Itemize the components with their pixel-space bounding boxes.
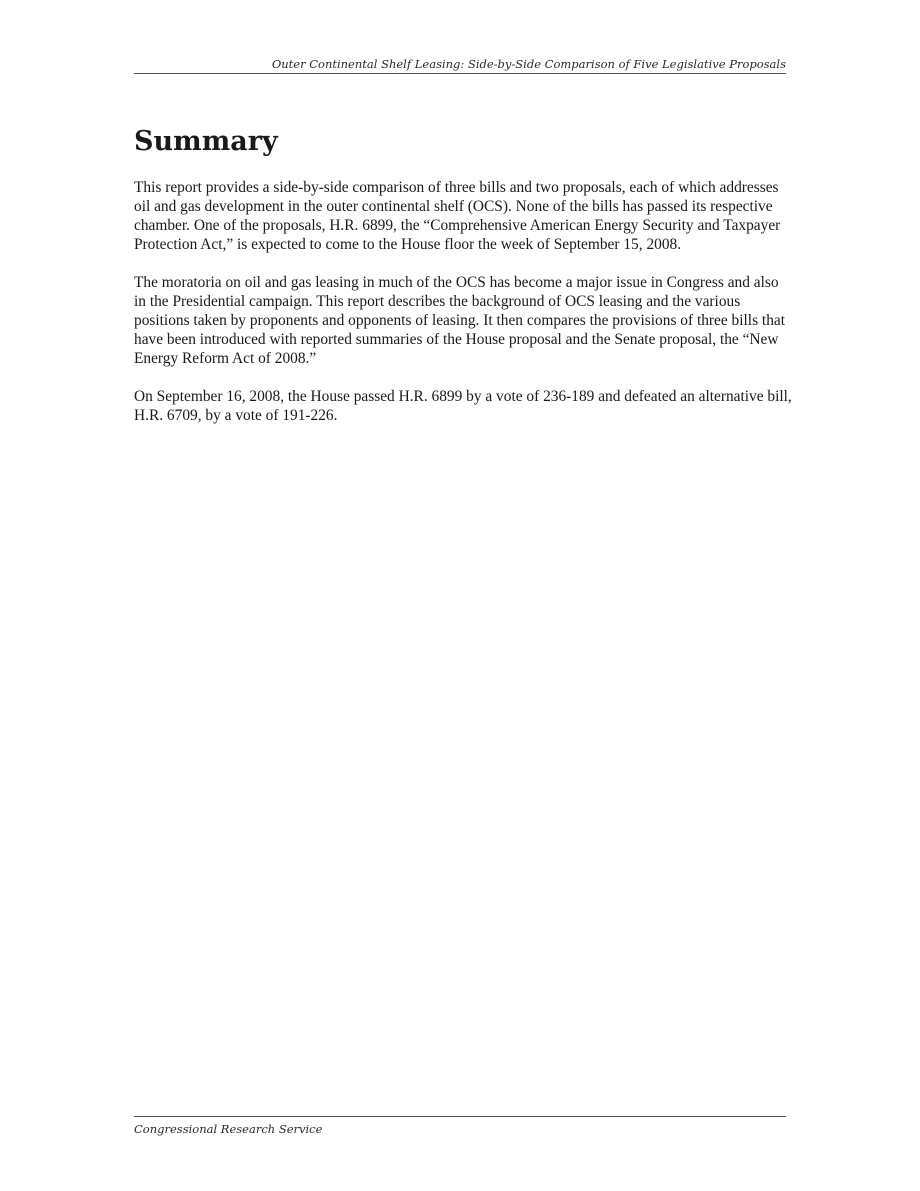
- footer-rule: [134, 1116, 786, 1117]
- summary-paragraph: This report provides a side-by-side comparison of three bills and two proposals, each of which addresses oil and gas development in the outer continental shelf (OCS). None of the bills has passed its respective chamber. One of the proposals, H.R. 6899, the “Comprehensive American Energy Security and Taxpayer Protection Act,” is expected to come to the House floor the week of September 15, 2008.: [134, 179, 781, 253]
- summary-paragraph: On September 16, 2008, the House passed H.R. 6899 by a vote of 236-189 and defeated an alternative bill, H.R. 6709, by a vote of 191-226.: [134, 388, 792, 424]
- section-title: Summary: [134, 126, 278, 157]
- running-header: Outer Continental Shelf Leasing: Side-by-Side Comparison of Five Legislative Proposals: [271, 57, 786, 71]
- header-rule: [134, 73, 786, 74]
- summary-body: [134, 178, 794, 444]
- summary-paragraph: The moratoria on oil and gas leasing in much of the OCS has become a major issue in Congress and also in the Presidential campaign. This report describes the background of OCS leasing and the various positions taken by proponents and opponents of leasing. It then compares the provisions of three bills that have been introduced with reported summaries of the House proposal and the Senate proposal, the “New Energy Reform Act of 2008.”: [134, 274, 785, 367]
- footer-publisher: Congressional Research Service: [134, 1122, 323, 1136]
